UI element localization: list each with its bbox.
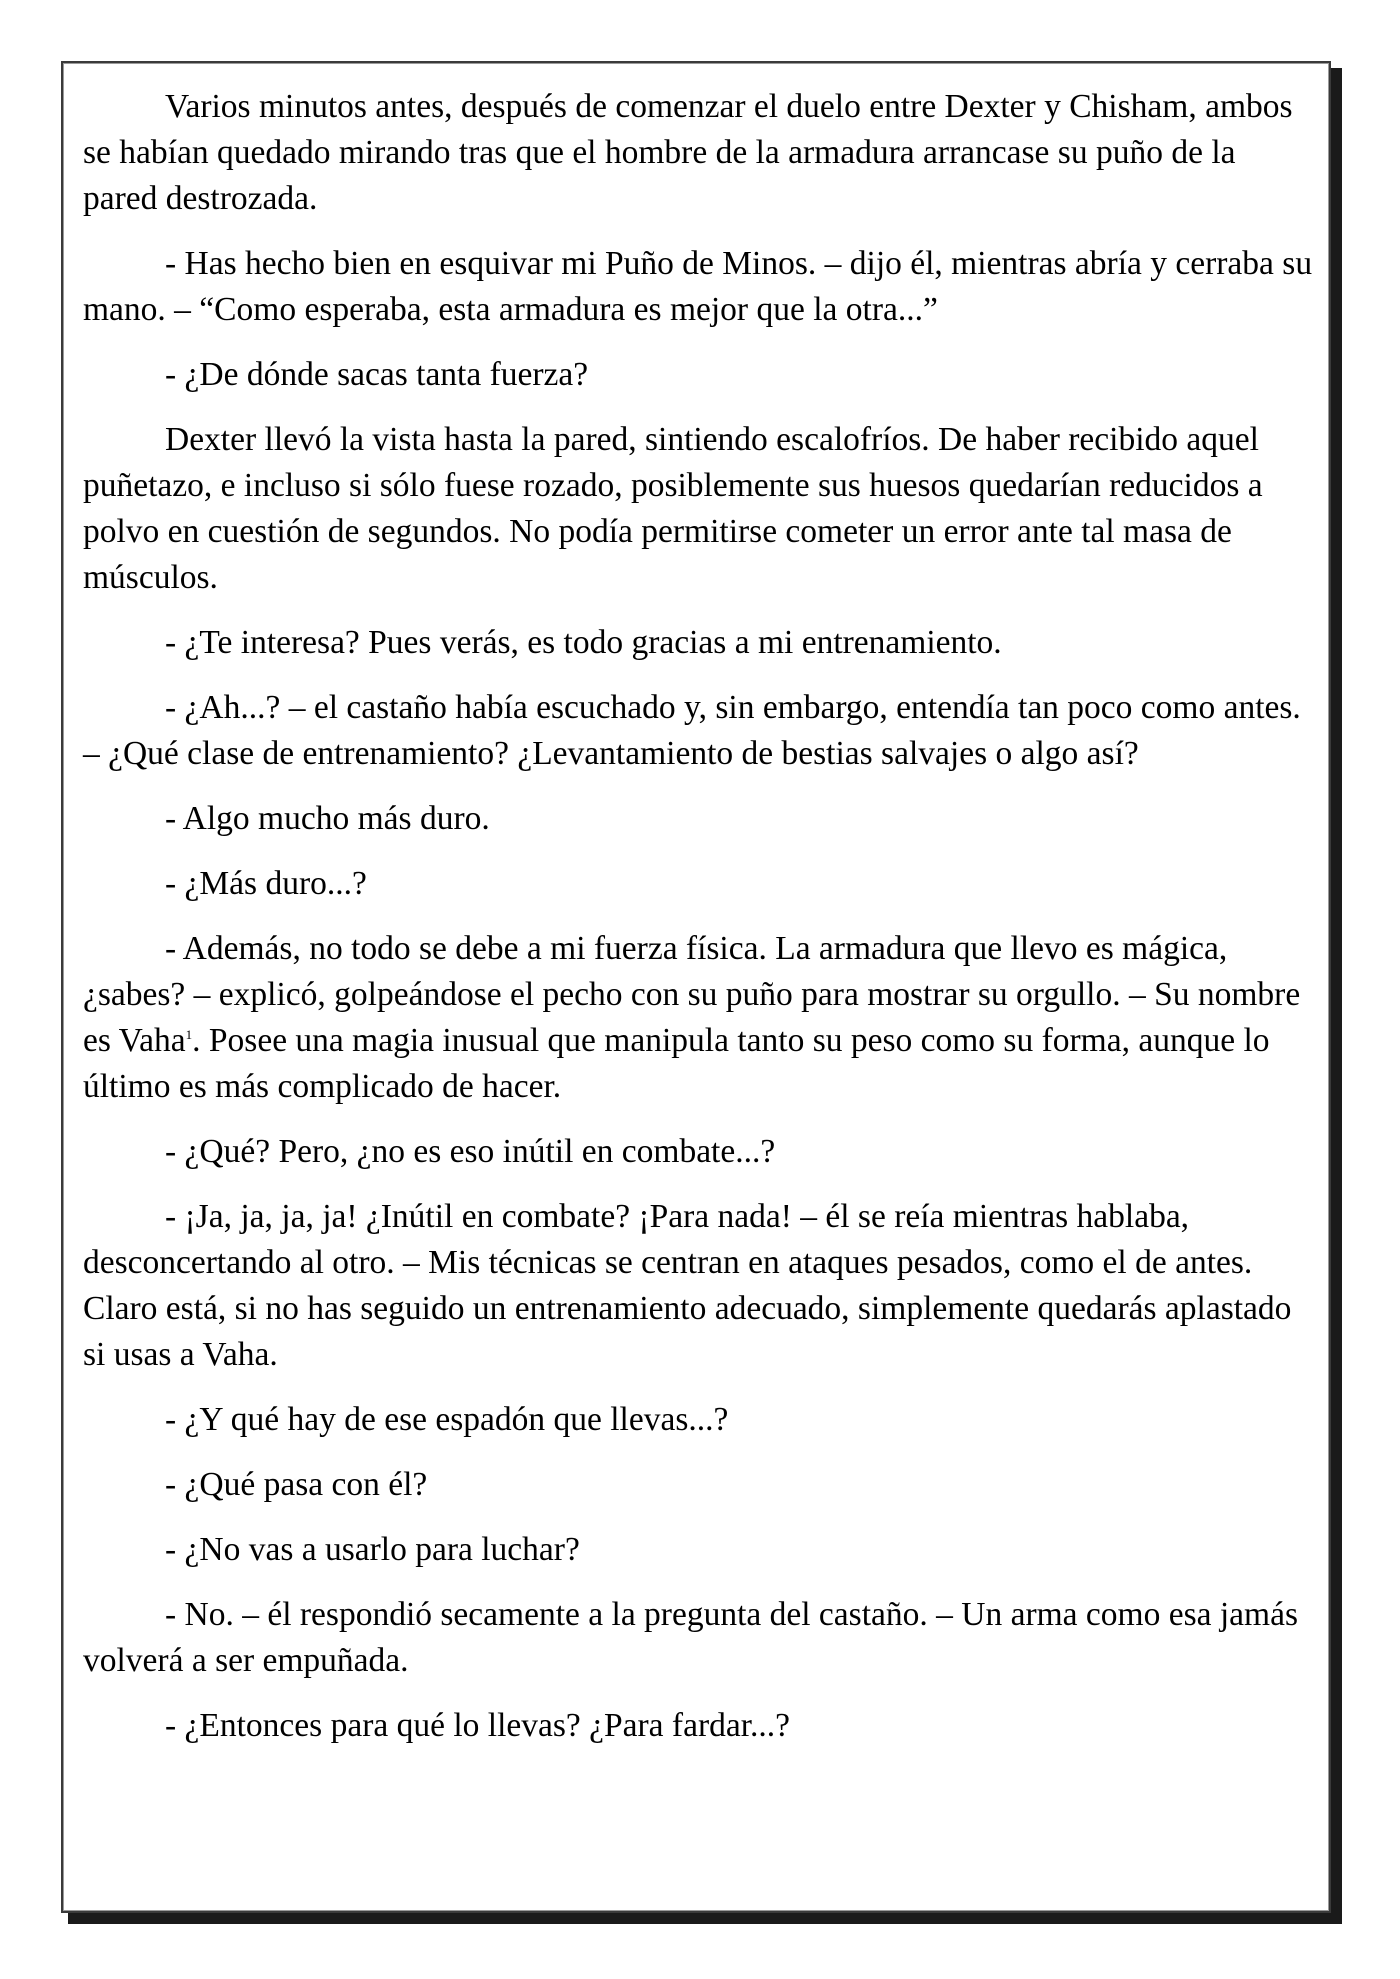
paragraph-text-continued: . Posee una magia inusual que manipula tanto su peso como su forma, aunque lo último es más complicado de hacer. (83, 1022, 1270, 1105)
paragraph: - ¿Qué? Pero, ¿no es eso inútil en combate...? (165, 1133, 776, 1170)
paragraph: - ¿Ah...? – el castaño había escuchado y, sin embargo, entendía tan poco como antes. – ¿Qué clase de entrenamiento? ¿Levantamiento de bestias salvajes o algo así? (83, 689, 1301, 772)
paragraph: - ¿No vas a usarlo para luchar? (165, 1531, 580, 1568)
paragraph: - No. – él respondió secamente a la pregunta del castaño. – Un arma como esa jamás volverá a ser empuñada. (83, 1596, 1298, 1679)
paragraph: - ¿De dónde sacas tanta fuerza? (165, 356, 589, 393)
paragraph: Varios minutos antes, después de comenzar el duelo entre Dexter y Chisham, ambos se habían quedado mirando tras que el hombre de la armadura arrancase su puño de la pared destrozada. (83, 88, 1293, 217)
paragraph: Dexter llevó la vista hasta la pared, sintiendo escalofríos. De haber recibido aquel puñetazo, e incluso si sólo fuese rozado, posiblemente sus huesos quedarían reducidos a polvo en cuestión de segundos. No podía permitirse cometer un error ante tal masa de músculos. (83, 421, 1263, 596)
paragraph-text: - Además, no todo se debe a mi fuerza física. La armadura que llevo es mágica, ¿sabes? – explicó, golpeándose el pecho con su puño para mostrar su orgullo. – Su nombre es Vaha (83, 930, 1301, 1059)
paragraph: - ¿Qué pasa con él? (165, 1466, 428, 1503)
paragraph: - ¿Te interesa? Pues verás, es todo gracias a mi entrenamiento. (165, 624, 1002, 661)
paragraph-with-footnote (83, 926, 1315, 1110)
paragraph: - ¡Ja, ja, ja, ja! ¿Inútil en combate? ¡Para nada! – él se reía mientras hablaba, desconcertando al otro. – Mis técnicas se centran en ataques pesados, como el de antes. Claro está, si no has seguido un entrenamiento adecuado, simplemente quedarás aplastado si usas a Vaha. (83, 1198, 1292, 1373)
story-text (83, 84, 1315, 1768)
paragraph: - Has hecho bien en esquivar mi Puño de Minos. – dijo él, mientras abría y cerraba su mano. – “Como esperaba, esta armadura es mejor que la otra...” (83, 245, 1313, 328)
paragraph: - ¿Y qué hay de ese espadón que llevas...? (165, 1401, 729, 1438)
paragraph: - ¿Más duro...? (165, 865, 367, 902)
paragraph: - ¿Entonces para qué lo llevas? ¿Para fardar...? (165, 1707, 791, 1744)
footnote-marker[interactable]: 1 (185, 1026, 193, 1042)
paragraph: - Algo mucho más duro. (165, 800, 490, 837)
